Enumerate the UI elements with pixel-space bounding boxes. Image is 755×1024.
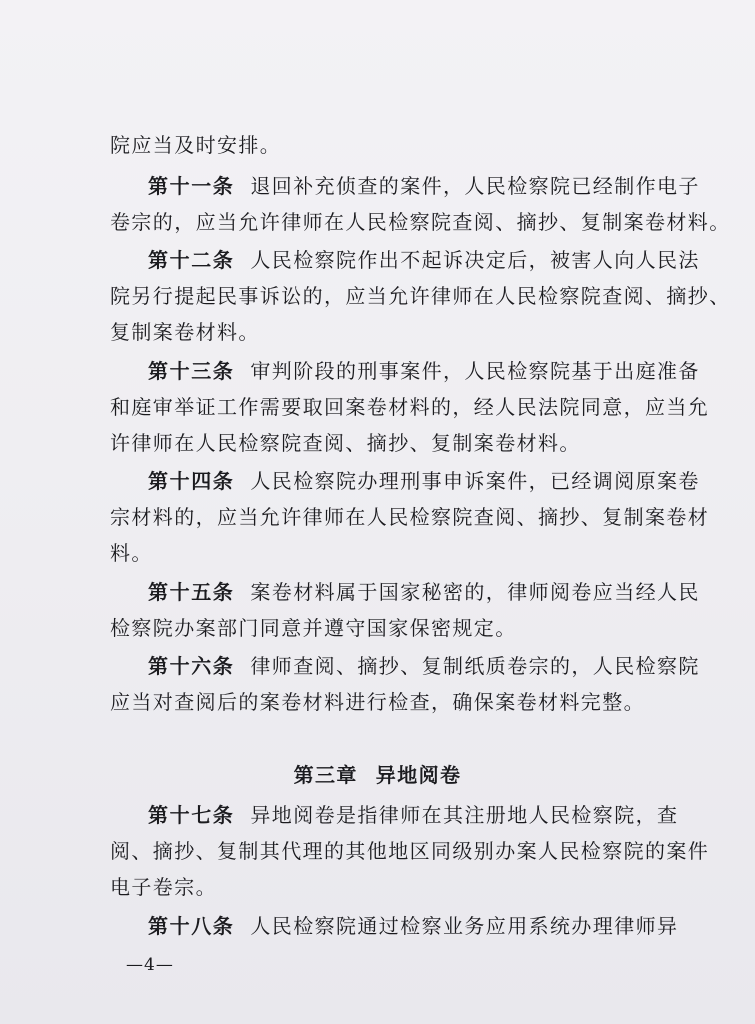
- article-17-line: 阅、摘抄、复制其代理的其他地区同级别办案人民检察院的案件: [110, 839, 710, 863]
- page-number: —4—: [126, 955, 174, 975]
- article-15-line: 检察院办案部门同意并遵守国家保密规定。: [110, 616, 517, 640]
- article-16-line: 应当对查阅后的案卷材料进行检查，确保案卷材料完整。: [110, 690, 645, 714]
- continuation-line: 院应当及时安排。: [110, 133, 282, 157]
- article-14-line: 宗材料的，应当允许律师在人民检察院查阅、摘抄、复制案卷材: [110, 505, 710, 529]
- article-13-first-line: 第十三条 审判阶段的刑事案件，人民检察院基于出庭准备: [148, 359, 700, 383]
- article-12-line: 院另行提起民事诉讼的，应当允许律师在人民检察院查阅、摘抄、: [110, 284, 731, 308]
- article-12-first-line: 第十二条 人民检察院作出不起诉决定后，被害人向人民法: [148, 248, 700, 272]
- article-16-first-line: 第十六条 律师查阅、摘抄、复制纸质卷宗的，人民检察院: [148, 654, 700, 678]
- article-16-title: 第十六条: [148, 654, 235, 678]
- article-17-line: 电子卷宗。: [110, 875, 217, 899]
- article-13-line: 许律师在人民检察院查阅、摘抄、复制案卷材料。: [110, 431, 581, 455]
- article-14-line: 料。: [110, 541, 153, 565]
- article-12-title: 第十二条: [148, 248, 235, 272]
- chapter-name: 异地阅卷: [375, 763, 462, 787]
- article-13-title: 第十三条: [148, 359, 235, 383]
- chapter-number: 第三章: [293, 763, 358, 787]
- article-12-line: 复制案卷材料。: [110, 320, 260, 344]
- article-13-line: 和庭审举证工作需要取回案卷材料的，经人民法院同意，应当允: [110, 395, 710, 419]
- article-15-first-line: 第十五条 案卷材料属于国家秘密的，律师阅卷应当经人民: [148, 580, 700, 604]
- article-15-title: 第十五条: [148, 580, 235, 604]
- article-14-first-line: 第十四条 人民检察院办理刑事申诉案件，已经调阅原案卷: [148, 469, 700, 493]
- article-17-first-line: 第十七条 异地阅卷是指律师在其注册地人民检察院，查: [148, 803, 679, 827]
- chapter-heading: [0, 761, 755, 789]
- article-11-title: 第十一条: [148, 174, 235, 198]
- article-18-title: 第十八条: [148, 914, 235, 938]
- article-14-title: 第十四条: [148, 469, 235, 493]
- article-18-first-line: 第十八条 人民检察院通过检察业务应用系统办理律师异: [148, 914, 679, 938]
- article-17-title: 第十七条: [148, 803, 235, 827]
- article-11-first-line: 第十一条 退回补充侦查的案件，人民检察院已经制作电子: [148, 174, 700, 198]
- article-11-line: 卷宗的，应当允许律师在人民检察院查阅、摘抄、复制案卷材料。: [110, 210, 731, 234]
